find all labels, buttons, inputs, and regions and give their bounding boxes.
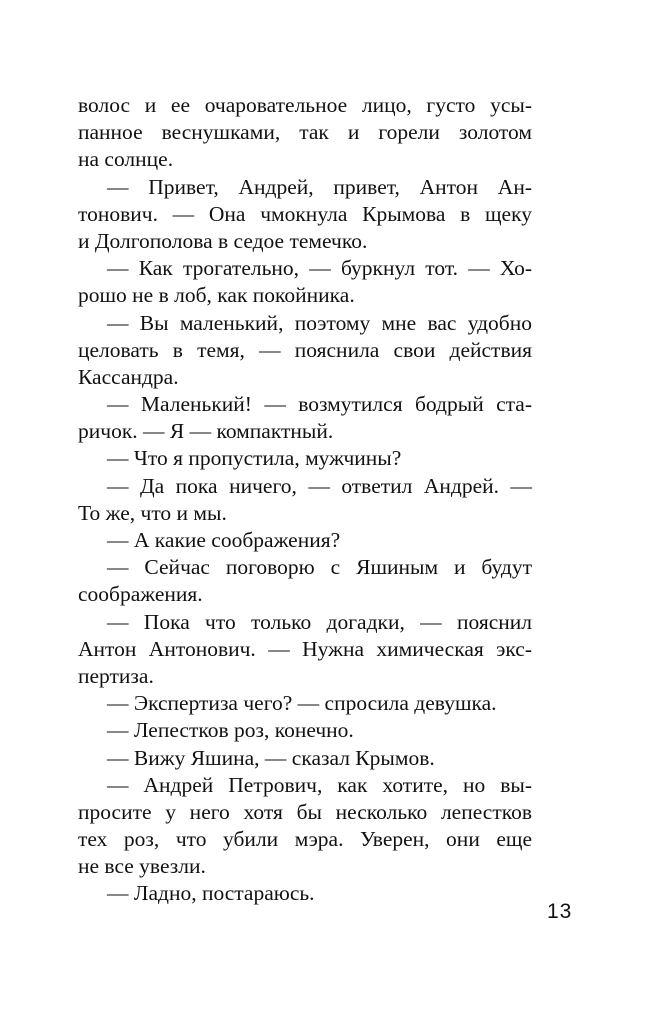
text-line: Антон Антонович. — Нужна химическая экс-: [78, 636, 532, 661]
text-line: — Вы маленький, поэтому мне вас удобно: [107, 310, 532, 335]
text-line: — Экспертиза чего? — спросила девушка.: [107, 691, 497, 716]
text-line: — Ладно, постараюсь.: [107, 881, 315, 906]
text-line: — Лепестков роз, конечно.: [107, 718, 354, 743]
text-line: тех роз, что убили мэра. Уверен, они еще: [78, 827, 532, 852]
text-line: — Как трогательно, — буркнул тот. — Хо-: [107, 256, 532, 281]
text-line: — Что я пропустила, мужчины?: [107, 446, 402, 471]
body-text: [78, 92, 532, 908]
text-line: целовать в темя, — пояснила свои действия: [78, 337, 532, 362]
text-line: — А какие соображения?: [107, 528, 341, 552]
text-line: То же, что и мы.: [78, 500, 227, 525]
text-line: — Маленький! — возмутился бодрый ста-: [107, 392, 532, 417]
text-line: — Да пока ничего, — ответил Андрей. —: [107, 473, 532, 498]
text-line: пертиза.: [78, 663, 154, 688]
text-line: соображения.: [78, 582, 203, 607]
text-line: волос и ее очаровательное лицо, густо усы-: [78, 93, 532, 117]
text-line: тонович. — Она чмокнула Крымова в щеку: [78, 201, 532, 226]
text-line: просите у него хотя бы несколько лепестков: [78, 799, 532, 824]
text-line: — Привет, Андрей, привет, Антон Ан-: [107, 174, 532, 199]
text-line: ричок. — Я — компактный.: [78, 419, 334, 444]
text-line: на солнце.: [78, 147, 174, 172]
text-line: панное веснушками, так и горели золотом: [78, 120, 532, 145]
text-line: и Долгополова в седое темечко.: [78, 228, 368, 253]
text-line: — Пока что только догадки, — пояснил: [107, 609, 532, 634]
text-line: не все увезли.: [78, 854, 206, 879]
text-line: рошо не в лоб, как покойника.: [78, 283, 355, 308]
text-line: — Вижу Яшина, — сказал Крымов.: [107, 745, 435, 770]
text-line: — Андрей Петрович, как хотите, но вы-: [107, 772, 532, 797]
page-number: 13: [547, 900, 573, 923]
text-line: Кассандра.: [78, 364, 179, 389]
text-line: — Сейчас поговорю с Яшиным и будут: [107, 555, 532, 580]
